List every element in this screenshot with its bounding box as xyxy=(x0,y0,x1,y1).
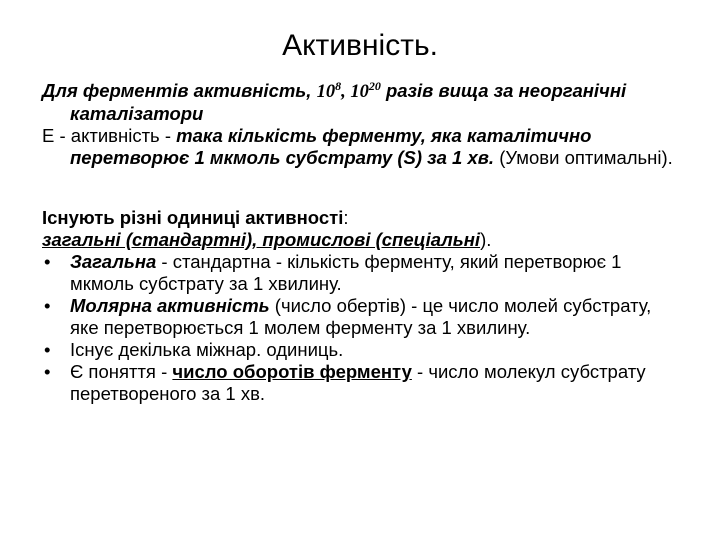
intro-p2-prefix: E - активність - xyxy=(42,125,177,146)
intro-paragraph-1 xyxy=(42,80,682,125)
bullet-icon: • xyxy=(44,361,51,382)
bullet-text-general: - стандартна - кількість ферменту, який перетворює 1 мкмоль субстрату за 1 хвилину. xyxy=(70,251,622,294)
units-types-end: ). xyxy=(480,229,492,250)
intro-paragraph-2 xyxy=(42,125,682,169)
bullet-term-general: Загальна xyxy=(70,251,157,272)
bullet-term-molar: Молярна активність xyxy=(70,295,270,316)
intro-p1-text: Для ферментів активність, xyxy=(42,80,317,101)
bullet-list xyxy=(42,251,682,405)
intro-p1-exp2-base: 10 xyxy=(350,82,369,102)
intro-p1-tail: разів вища за неорганічні каталізатори xyxy=(70,80,627,124)
intro-p2-definition: така кількість ферменту, яка каталітично перетворює 1 мкмоль субстрату (S) за 1 хв. xyxy=(70,125,592,168)
intro-p1-sep: , xyxy=(341,82,351,102)
bullet-item-molar xyxy=(42,295,682,339)
bullet-text-international: Існує декілька міжнар. одиниць. xyxy=(70,339,344,360)
bullet-prefix-turnover: Є поняття - xyxy=(70,361,173,382)
bullet-icon: • xyxy=(44,251,51,272)
bullet-text-turnover: - число молекул субстрату перетвореного за 1 хв. xyxy=(70,361,646,404)
bullet-item-general xyxy=(42,251,682,295)
bullet-term-turnover: число оборотів ферменту xyxy=(172,361,412,382)
intro-p1-exp2-pow: 20 xyxy=(368,79,381,93)
bullet-text-molar: (число обертів) - це число молей субстрату, яке перетворюється 1 молем ферменту за 1 хвилину. xyxy=(70,295,652,338)
bullet-item-international xyxy=(42,339,682,361)
units-heading xyxy=(42,207,682,229)
slide-body xyxy=(42,80,682,405)
slide-title: Активність. xyxy=(282,29,438,62)
intro-p1-exp1-pow: 8 xyxy=(335,79,342,93)
units-types-text: загальні (стандартні), промислові (спеціальні xyxy=(42,229,481,250)
units-heading-colon: : xyxy=(343,207,349,228)
bullet-item-turnover xyxy=(42,361,682,405)
units-types xyxy=(42,229,682,251)
intro-p1-exp1-base: 10 xyxy=(316,82,336,102)
units-heading-text: Існують різні одиниці активності xyxy=(42,207,344,228)
bullet-icon: • xyxy=(44,295,51,316)
bullet-icon: • xyxy=(44,339,51,360)
intro-p2-suffix: (Умови оптимальні). xyxy=(494,147,673,168)
